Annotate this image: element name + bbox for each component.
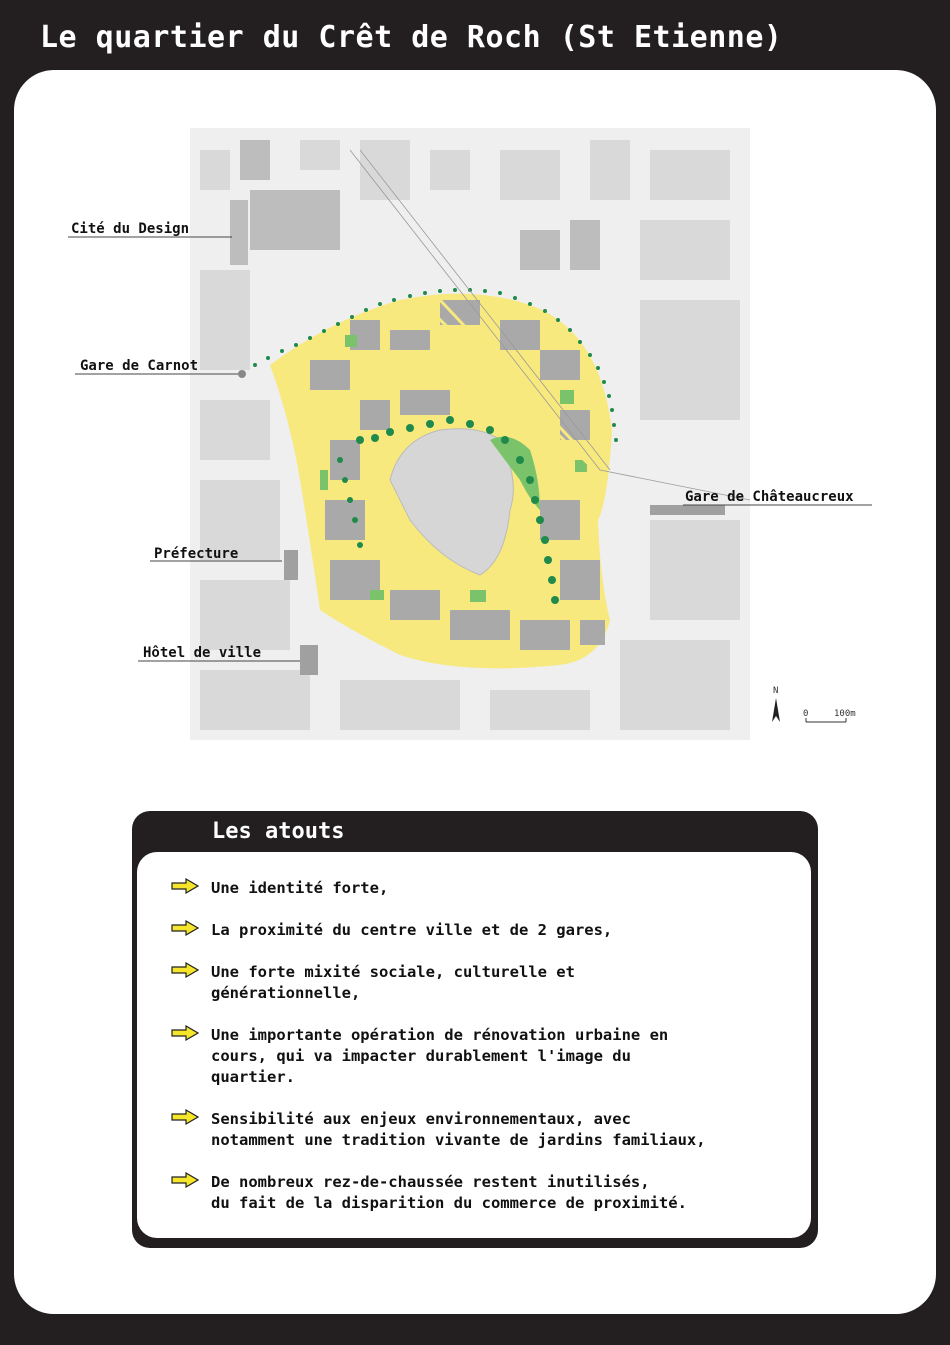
list-item xyxy=(171,1109,791,1151)
gare-carnot-marker xyxy=(238,370,246,378)
label-gare-carnot: Gare de Carnot xyxy=(80,358,199,374)
list-item xyxy=(171,1172,791,1214)
list-item-text: Sensibilité aux enjeux environnementaux, avec notamment une tradition vivante de jardins familiaux, xyxy=(211,1110,706,1149)
page-title: Le quartier du Crêt de Roch (St Etienne) xyxy=(40,20,783,55)
list-item-text: Une identité forte, xyxy=(211,879,389,897)
label-cite-design: Cité du Design xyxy=(71,221,190,237)
label-hotel-de-ville: Hôtel de ville xyxy=(143,645,262,661)
label-gare-chateaucreux: Gare de Châteaucreux xyxy=(685,489,854,505)
list-item xyxy=(171,962,791,1004)
scale-start: 0 xyxy=(803,709,809,719)
label-prefecture: Préfecture xyxy=(154,546,239,562)
list-item xyxy=(171,920,791,941)
arrow-right-icon xyxy=(171,1172,199,1188)
atouts-panel xyxy=(132,811,818,1248)
arrow-right-icon xyxy=(171,1109,199,1125)
list-item-text: Une forte mixité sociale, culturelle et générationnelle, xyxy=(211,963,575,1002)
arrow-right-icon xyxy=(171,878,199,894)
atouts-list xyxy=(137,852,811,1238)
arrow-right-icon xyxy=(171,962,199,978)
scale-end: 100m xyxy=(834,709,856,719)
list-item-text: Une importante opération de rénovation urbaine en cours, qui va impacter durablement l'image du quartier. xyxy=(211,1026,669,1086)
north-arrow-icon xyxy=(772,686,780,722)
atouts-title: Les atouts xyxy=(212,819,345,844)
arrow-right-icon xyxy=(171,1025,199,1041)
north-label: N xyxy=(773,686,779,696)
list-item xyxy=(171,878,791,899)
scale-bar xyxy=(803,709,856,722)
list-item xyxy=(171,1025,791,1088)
list-item-text: De nombreux rez-de-chaussée restent inutilisés, du fait de la disparition du commerce de proximité. xyxy=(211,1173,687,1212)
list-item-text: La proximité du centre ville et de 2 gares, xyxy=(211,921,613,939)
arrow-right-icon xyxy=(171,920,199,936)
